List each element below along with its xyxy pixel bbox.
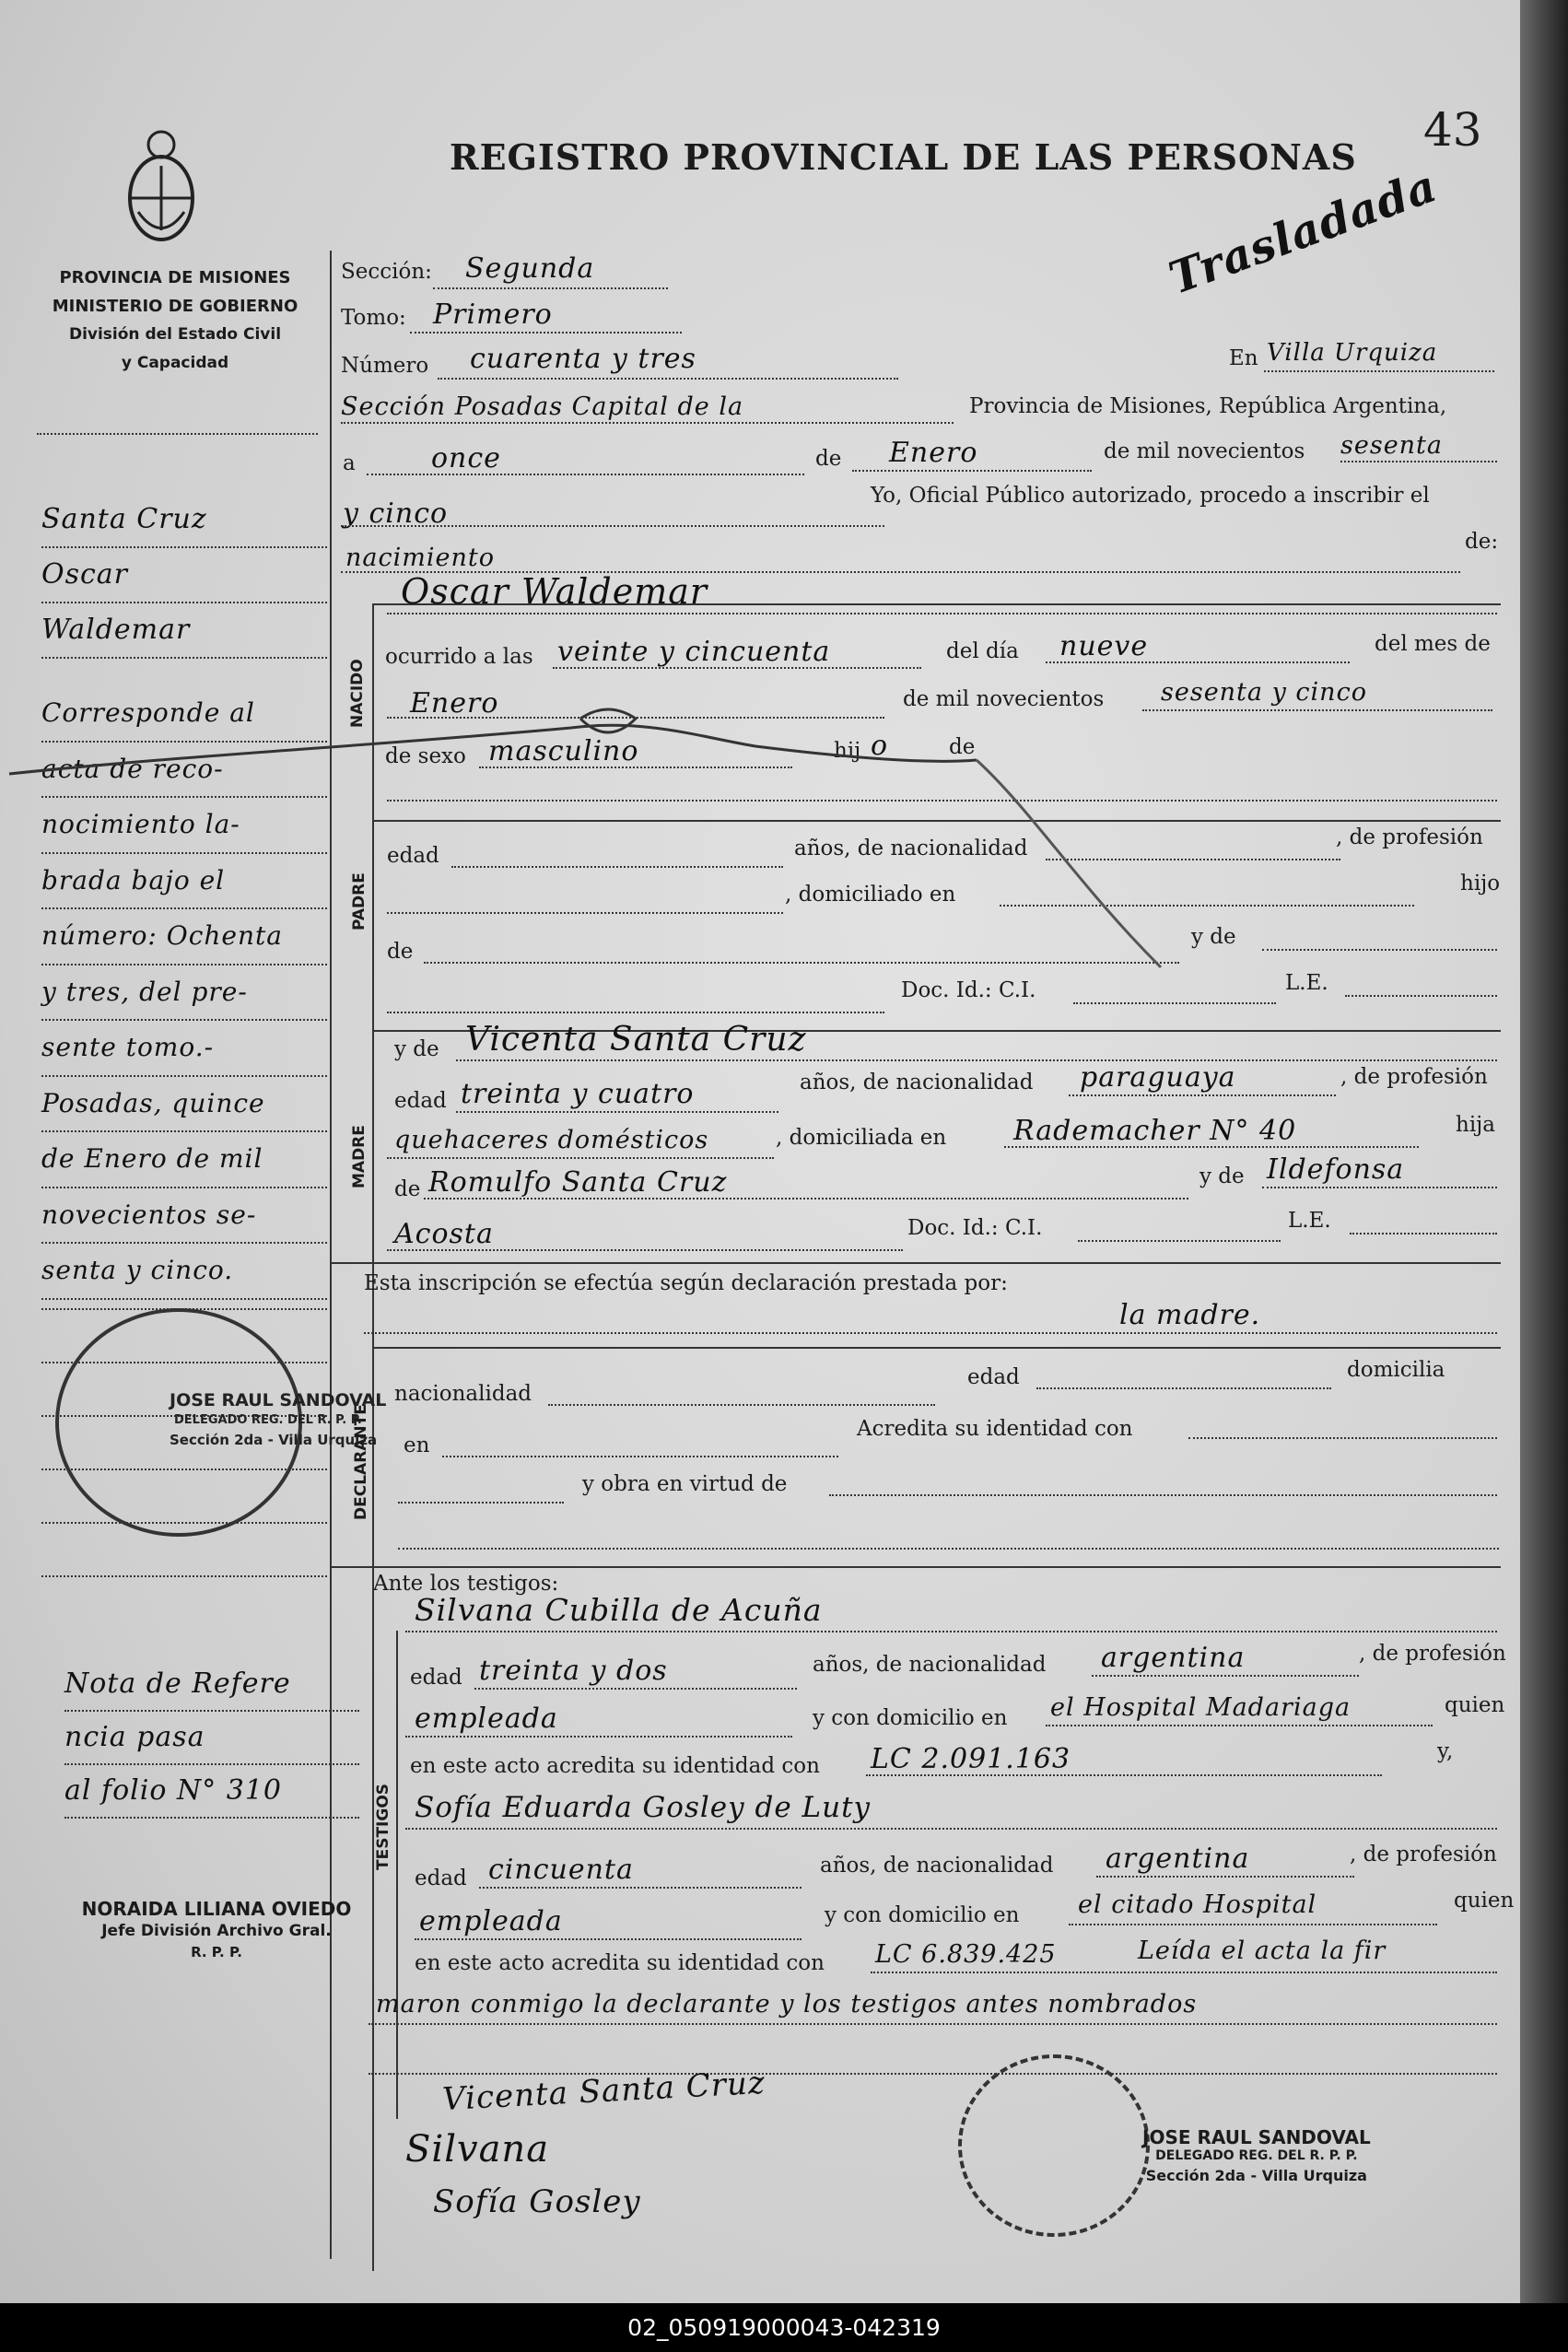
seccion-posadas-value: Sección Posadas Capital de la xyxy=(341,392,744,421)
testigo-1-domicilio-value: el Hospital Madariaga xyxy=(1050,1693,1352,1722)
margin-note-line-1: Corresponde al xyxy=(41,686,327,743)
page-edge xyxy=(1520,0,1568,2303)
margin-note-line-8: Posadas, quince xyxy=(41,1077,327,1133)
seal-left-name: JOSE RAUL SANDOVAL xyxy=(170,1390,387,1410)
ministry-line-4: y Capacidad xyxy=(121,354,229,372)
hijo-suffix: o xyxy=(871,730,889,762)
testigo-1-doc-value: LC 2.091.163 xyxy=(871,1743,1071,1775)
margin-name-line-3: Waldemar xyxy=(41,603,327,659)
closing-line: maron conmigo la declarante y los testigos antes nombrados xyxy=(376,1990,1198,2019)
testigo-1-nacionalidad-label: años, de nacionalidad xyxy=(813,1653,1047,1677)
testigo-1-y-label: y, xyxy=(1437,1739,1454,1763)
madre-edad-label: edad xyxy=(394,1089,447,1113)
margin-note-line-4: brada bajo el xyxy=(41,854,327,910)
padre-hijo-label: hijo xyxy=(1460,872,1501,895)
testigo-1-edad-label: edad xyxy=(410,1666,462,1690)
padre-label: PADRE xyxy=(350,872,369,930)
padre-edad-label: edad xyxy=(387,844,439,868)
madre-edad-value: treinta y cuatro xyxy=(461,1078,695,1110)
declaracion-text: Esta inscripción se efectúa según declaración prestada por: xyxy=(364,1271,1008,1295)
padre-doc-label: Doc. Id.: C.I. xyxy=(901,978,1036,1002)
madre-profesion-value: quehaceres domésticos xyxy=(394,1126,709,1154)
ministry-line-2: MINISTERIO DE GOBIERNO xyxy=(52,297,298,316)
reference-line-2: ncia pasa xyxy=(64,1712,359,1765)
ministry-line-1: PROVINCIA DE MISIONES xyxy=(59,268,291,287)
document-title: REGISTRO PROVINCIAL DE LAS PERSONAS xyxy=(450,136,1357,178)
nacido-nombre: Oscar Waldemar xyxy=(401,571,708,612)
testigo-2-nacionalidad-value: argentina xyxy=(1106,1843,1250,1875)
seccion-label: Sección: xyxy=(341,260,432,284)
en-label: En xyxy=(1229,346,1258,370)
sexo-value: masculino xyxy=(488,735,639,767)
madre-padre-value: Romulfo Santa Cruz xyxy=(428,1166,728,1199)
margin-name-line-2: Oscar xyxy=(41,548,327,603)
de-colon-label: de: xyxy=(1465,530,1499,554)
del-dia-label: del día xyxy=(946,639,1019,663)
archive-name: NORAIDA LILIANA OVIEDO xyxy=(81,1898,352,1920)
anio-nacimiento-value: sesenta y cinco xyxy=(1161,678,1367,707)
declarante-domicilia-label: domicilia xyxy=(1347,1358,1445,1382)
testigo-2-domicilio-value: el citado Hospital xyxy=(1078,1890,1317,1919)
cancellation-scribble xyxy=(0,700,1198,995)
testigo-1-nacionalidad-value: argentina xyxy=(1101,1642,1246,1674)
madre-nacionalidad-label: años, de nacionalidad xyxy=(800,1071,1034,1094)
madre-de-label: de xyxy=(394,1177,421,1201)
archive-title: Jefe División Archivo Gral. xyxy=(101,1922,332,1940)
testigo-2-profesion-label: , de profesión xyxy=(1350,1843,1497,1866)
margin-note-line-9: de Enero de mil xyxy=(41,1132,327,1188)
margin-note-line-6: y tres, del pre- xyxy=(41,965,327,1022)
seccion-value: Segunda xyxy=(465,252,595,285)
madre-doc-label: Doc. Id.: C.I. xyxy=(907,1216,1043,1240)
hijo-de-label: de xyxy=(949,735,976,759)
sexo-label: de sexo xyxy=(385,744,466,768)
testigo-1-acredita-label: en este acto acredita su identidad con xyxy=(410,1754,820,1778)
stamp-right-name: JOSE RAUL SANDOVAL xyxy=(1142,2126,1371,2148)
margin-note-line-10: novecientos se- xyxy=(41,1188,327,1245)
page-number: 43 xyxy=(1423,103,1482,157)
testigo-1-edad-value: treinta y dos xyxy=(479,1655,668,1687)
testigo-2-profesion-value: empleada xyxy=(419,1905,563,1937)
margin-note-line-5: número: Ochenta xyxy=(41,909,327,965)
reference-note xyxy=(64,1658,359,1819)
tomo-label: Tomo: xyxy=(341,306,406,330)
declaracion-value: la madre. xyxy=(1119,1299,1261,1331)
testigo-1-nombre: Silvana Cubilla de Acuña xyxy=(415,1592,823,1628)
madre-profesion-label: , de profesión xyxy=(1340,1065,1488,1089)
official-stamp-right xyxy=(1142,2126,1371,2184)
margin-name xyxy=(41,493,327,659)
testigo-2-acredita-label: en este acto acredita su identidad con xyxy=(415,1951,825,1975)
testigo-2-doc-value: LC 6.839.425 xyxy=(875,1940,1057,1969)
archive-org: R. P. P. xyxy=(191,1944,242,1960)
declarante-acredita-label: Acredita su identidad con xyxy=(857,1417,1133,1441)
madre-label: MADRE xyxy=(350,1125,369,1188)
madre-le-label: L.E. xyxy=(1288,1209,1331,1233)
madre-madre-value: Ildefonsa xyxy=(1267,1153,1405,1186)
anio-continuation: y cinco xyxy=(343,497,449,530)
hora-value: veinte y cincuenta xyxy=(557,636,831,668)
padre-domiciliado-label: , domiciliado en xyxy=(785,883,956,907)
signature-2: Silvana xyxy=(405,2128,550,2171)
archive-stamp xyxy=(64,1898,369,1960)
margin-name-line-1: Santa Cruz xyxy=(41,493,327,548)
oficial-text: Yo, Oficial Público autorizado, procedo a inscribir el xyxy=(871,484,1430,508)
numero-value: cuarenta y tres xyxy=(470,343,696,375)
tomo-value: Primero xyxy=(433,298,553,331)
testigo-1-domicilio-label: y con domicilio en xyxy=(813,1706,1008,1730)
a-label: a xyxy=(343,451,356,475)
acto-value: nacimiento xyxy=(345,544,495,572)
declarante-nacionalidad-label: nacionalidad xyxy=(394,1382,532,1406)
declarante-en-label: en xyxy=(404,1433,430,1457)
madre-domiciliada-label: , domiciliada en xyxy=(776,1126,947,1150)
margin-note-line-7: sente tomo.- xyxy=(41,1021,327,1077)
margin-note-line-3: nocimiento la- xyxy=(41,798,327,854)
seal-left-section: Sección 2da - Villa Urquiza xyxy=(170,1432,378,1448)
testigo-2-edad-value: cincuenta xyxy=(488,1854,634,1886)
testigo-1-profesion-value: empleada xyxy=(415,1703,558,1735)
testigos-ante-label: Ante los testigos: xyxy=(373,1572,559,1596)
madre-nacionalidad-value: paraguaya xyxy=(1080,1061,1236,1094)
numero-label: Número xyxy=(341,354,429,378)
en-value: Villa Urquiza xyxy=(1267,339,1438,367)
padre-le-label: L.E. xyxy=(1285,971,1328,995)
mes-nacimiento-value: Enero xyxy=(410,687,499,720)
madre-y-de-label: y de xyxy=(394,1037,439,1061)
margin-lines xyxy=(37,433,318,435)
mes-value: Enero xyxy=(889,437,978,469)
testigo-2-nombre: Sofía Eduarda Gosley de Luty xyxy=(415,1791,872,1824)
margin-note-line-11: senta y cinco. xyxy=(41,1244,327,1300)
signature-3: Sofía Gosley xyxy=(433,2183,641,2220)
testigo-2-nacionalidad-label: años, de nacionalidad xyxy=(820,1854,1054,1878)
dia-value: once xyxy=(431,442,501,474)
margin-note-line-2: acta de reco- xyxy=(41,743,327,799)
padre-de-label: de xyxy=(387,940,414,964)
ministry-line-3: División del Estado Civil xyxy=(68,325,282,344)
seal-left-title: DELEGADO REG. DEL R. P. P. xyxy=(174,1413,362,1427)
nacido-label: NACIDO xyxy=(348,659,367,728)
madre-y-de2-label: y de xyxy=(1199,1164,1245,1188)
ocurrido-label: ocurrido a las xyxy=(385,645,533,669)
testigo-2-quien-label: quien xyxy=(1454,1889,1515,1913)
reference-line-1: Nota de Refere xyxy=(64,1658,359,1712)
madre-madre-cont: Acosta xyxy=(394,1218,494,1250)
testigo-1-quien-label: quien xyxy=(1445,1693,1505,1717)
padre-profesion-label: , de profesión xyxy=(1336,825,1483,849)
declarante-edad-label: edad xyxy=(967,1365,1020,1389)
madre-nombre: Vicenta Santa Cruz xyxy=(465,1021,807,1059)
declarante-label: DECLARANTE xyxy=(352,1404,370,1520)
coat-of-arms-emblem xyxy=(120,124,203,253)
hijo-label: hij xyxy=(834,739,861,763)
testigo-1-profesion-label: , de profesión xyxy=(1359,1642,1506,1666)
madre-hija-label: hija xyxy=(1456,1113,1496,1137)
signature-1: Vicenta Santa Cruz xyxy=(441,2064,766,2119)
anio-value: sesenta xyxy=(1340,431,1444,460)
padre-y-de-label: y de xyxy=(1191,925,1236,949)
reference-line-3: al folio N° 310 xyxy=(64,1765,359,1819)
mil-nacimiento-label: de mil novecientos xyxy=(903,687,1105,711)
transferred-stamp: Trasladada xyxy=(1163,159,1445,305)
testigo-2-tail: Leída el acta la fir xyxy=(1138,1937,1387,1965)
declarante-obra-label: y obra en virtud de xyxy=(582,1472,788,1496)
dia-nacimiento-value: nueve xyxy=(1059,630,1149,662)
official-seal-right xyxy=(958,2054,1150,2237)
testigo-2-edad-label: edad xyxy=(415,1866,467,1890)
de-label: de xyxy=(815,447,842,471)
image-id-footer: 02_050919000043-042319 xyxy=(0,2303,1568,2352)
mil-label: de mil novecientos xyxy=(1104,439,1305,463)
padre-nacionalidad-label: años, de nacionalidad xyxy=(794,837,1028,860)
stamp-right-section: Sección 2da - Villa Urquiza xyxy=(1145,2167,1367,2184)
madre-domicilio-value: Rademacher N° 40 xyxy=(1013,1115,1297,1147)
testigos-label: TESTIGOS xyxy=(374,1783,392,1870)
provincia-text: Provincia de Misiones, República Argentina, xyxy=(969,394,1447,418)
del-mes-label: del mes de xyxy=(1375,632,1491,656)
stamp-right-title: DELEGADO REG. DEL R. P. P. xyxy=(1155,2148,1358,2163)
testigo-2-domicilio-label: y con domicilio en xyxy=(825,1903,1020,1927)
